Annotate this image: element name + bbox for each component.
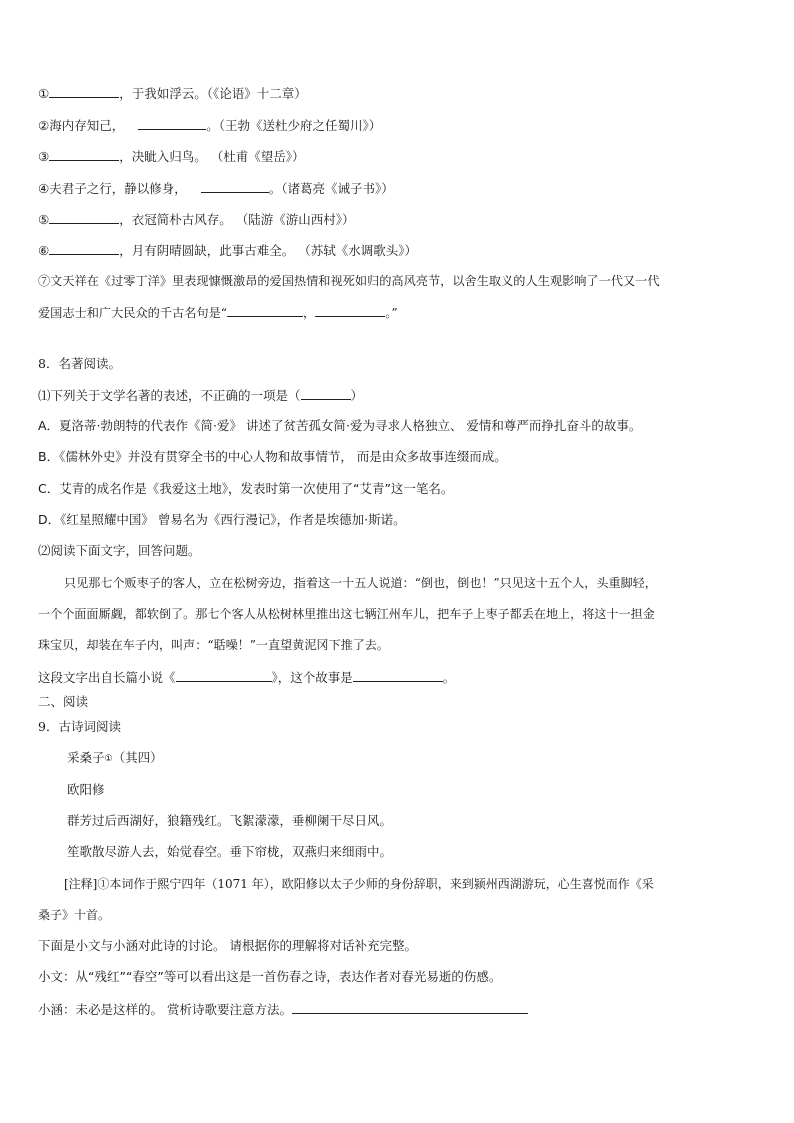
question-text: ，于我如浮云。（《论语》十二章） [119,86,307,101]
question-text: 。（王勃《送杜少府之任蜀川》） [206,118,382,133]
q9-xiaohan [38,1001,528,1018]
poem-note: 桑子》十首。 [38,908,111,922]
question-text: ，决眦入归鸟。 （杜甫《望岳》） [119,149,305,164]
answer-blank[interactable] [315,304,385,317]
poem-title [67,750,163,767]
answer-blank[interactable] [176,669,272,682]
q9-xiaowen: 小文：从“残红”“春空”等可以看出这是一首伤春之诗，表达作者对春光易逝的伤感。 [38,969,502,984]
question-2 [38,117,381,134]
answer-blank[interactable] [292,1001,528,1014]
poem-line: 群芳过后西湖好，狼籍残红。飞絮濛濛，垂柳阑干尽日风。 [67,813,393,828]
question-text: ，月有阴晴圆缺，此事古难全。 （苏轼《水调歌头》） [119,243,417,258]
question-number: ① [38,86,50,101]
question-number: ③ [38,149,50,164]
answer-blank[interactable] [227,304,303,317]
question-text: ④夫君子之行，静以修身， [38,181,187,196]
q8-sub1 [38,387,363,404]
question-number: ⑤ [38,212,50,227]
answer-blank[interactable] [138,117,206,130]
punctuation: 。 [442,670,456,685]
q8-title: 8．名著阅读。 [38,356,121,371]
q8-option-a: A．夏洛蒂·勃朗特的代表作《简·爱》 讲述了贫苦孤女简·爱为寻求人格独立、 爱情和尊严而挣扎奋斗的故事。 [38,418,642,433]
question-text: 这段文字出自长篇小说《 [38,670,176,685]
punctuation: 。” [385,306,398,320]
question-6 [38,242,417,259]
answer-blank[interactable] [49,242,119,255]
punctuation: ， [303,306,316,320]
footnote-mark: ① [104,754,113,764]
question-1 [38,85,307,102]
question-text: 。（诸葛亮《诫子书》） [268,181,394,196]
q8-option-b: B．《儒林外史》并没有贯穿全书的中心人物和故事情节， 而是由众多故事连缀而成。 [38,449,507,464]
poem-note: [注释]①本词作于熙宁四年（1071 年），欧阳修以太子少师的身份辞职，来到颍州西湖游玩，心生喜悦而作《采 [64,877,654,891]
q9-intro: 下面是小文与小涵对此诗的讨论。 请根据你的理解将对话补充完整。 [38,938,417,953]
passage-line: 一个个面面厮觑，都软倒了。那七个客人从松树林里推出这七辆江州车儿，把车子上枣子都丢在地上，将这十一担金 [38,607,655,621]
question-3 [38,148,304,165]
q9-title: 9．古诗词阅读 [38,719,121,734]
question-5 [38,211,354,228]
poem-author: 欧阳修 [67,782,105,797]
answer-blank[interactable] [49,148,119,161]
answer-blank[interactable] [49,85,119,98]
answer-blank[interactable] [201,180,269,193]
question-7-line1: ⑦文天祥在《过零丁洋》里表现慷慨激昂的爱国热情和视死如归的高风亮节，以舍生取义的人生观影响了一代又一代 [38,274,660,288]
q8-sub2: ⑵阅读下面文字，回答问题。 [38,543,201,558]
section-heading: 二、阅读 [38,694,89,709]
answer-blank[interactable] [49,211,119,224]
q8-option-d: D．《红星照耀中国》 曾易名为《西行漫记》，作者是埃德加·斯诺。 [38,512,406,527]
question-text: 爱国志士和广大民众的千古名句是“ [38,306,228,320]
question-text: ，衣冠简朴古风存。 （陆游《游山西村》） [119,212,355,227]
poem-title-text: 采桑子 [67,750,105,765]
poem-title-suffix: （其四） [112,750,163,765]
question-7-line2 [38,304,398,321]
question-text: 小涵：未必是这样的。 赏析诗歌要注意方法。 [38,1002,292,1017]
q8-option-c: C．艾青的成名作是《我爱这土地》，发表时第一次使用了“艾青”这一笔名。 [38,481,454,496]
question-4 [38,180,394,197]
question-text: ） [350,388,364,403]
passage-line: 珠宝贝，却装在车子内，叫声：“聒噪！”一直望黄泥冈下推了去。 [38,638,389,652]
question-text: ②海内存知己， [38,118,125,133]
answer-blank[interactable] [301,387,351,400]
poem-line: 笙歌散尽游人去，始觉春空。垂下帘栊，双燕归来细雨中。 [67,844,393,859]
passage-line: 只见那七个贩枣子的客人，立在松树旁边，指着这一十五人说道：“倒也，倒也！”只见这十五个人，头重脚轻， [64,576,657,590]
question-text: 》，这个故事是 [271,670,353,685]
question-text: ⑴下列关于文学名著的表述，不正确的一项是（ [38,388,301,403]
answer-blank[interactable] [353,669,443,682]
q8-ask [38,669,455,686]
question-number: ⑥ [38,243,50,258]
